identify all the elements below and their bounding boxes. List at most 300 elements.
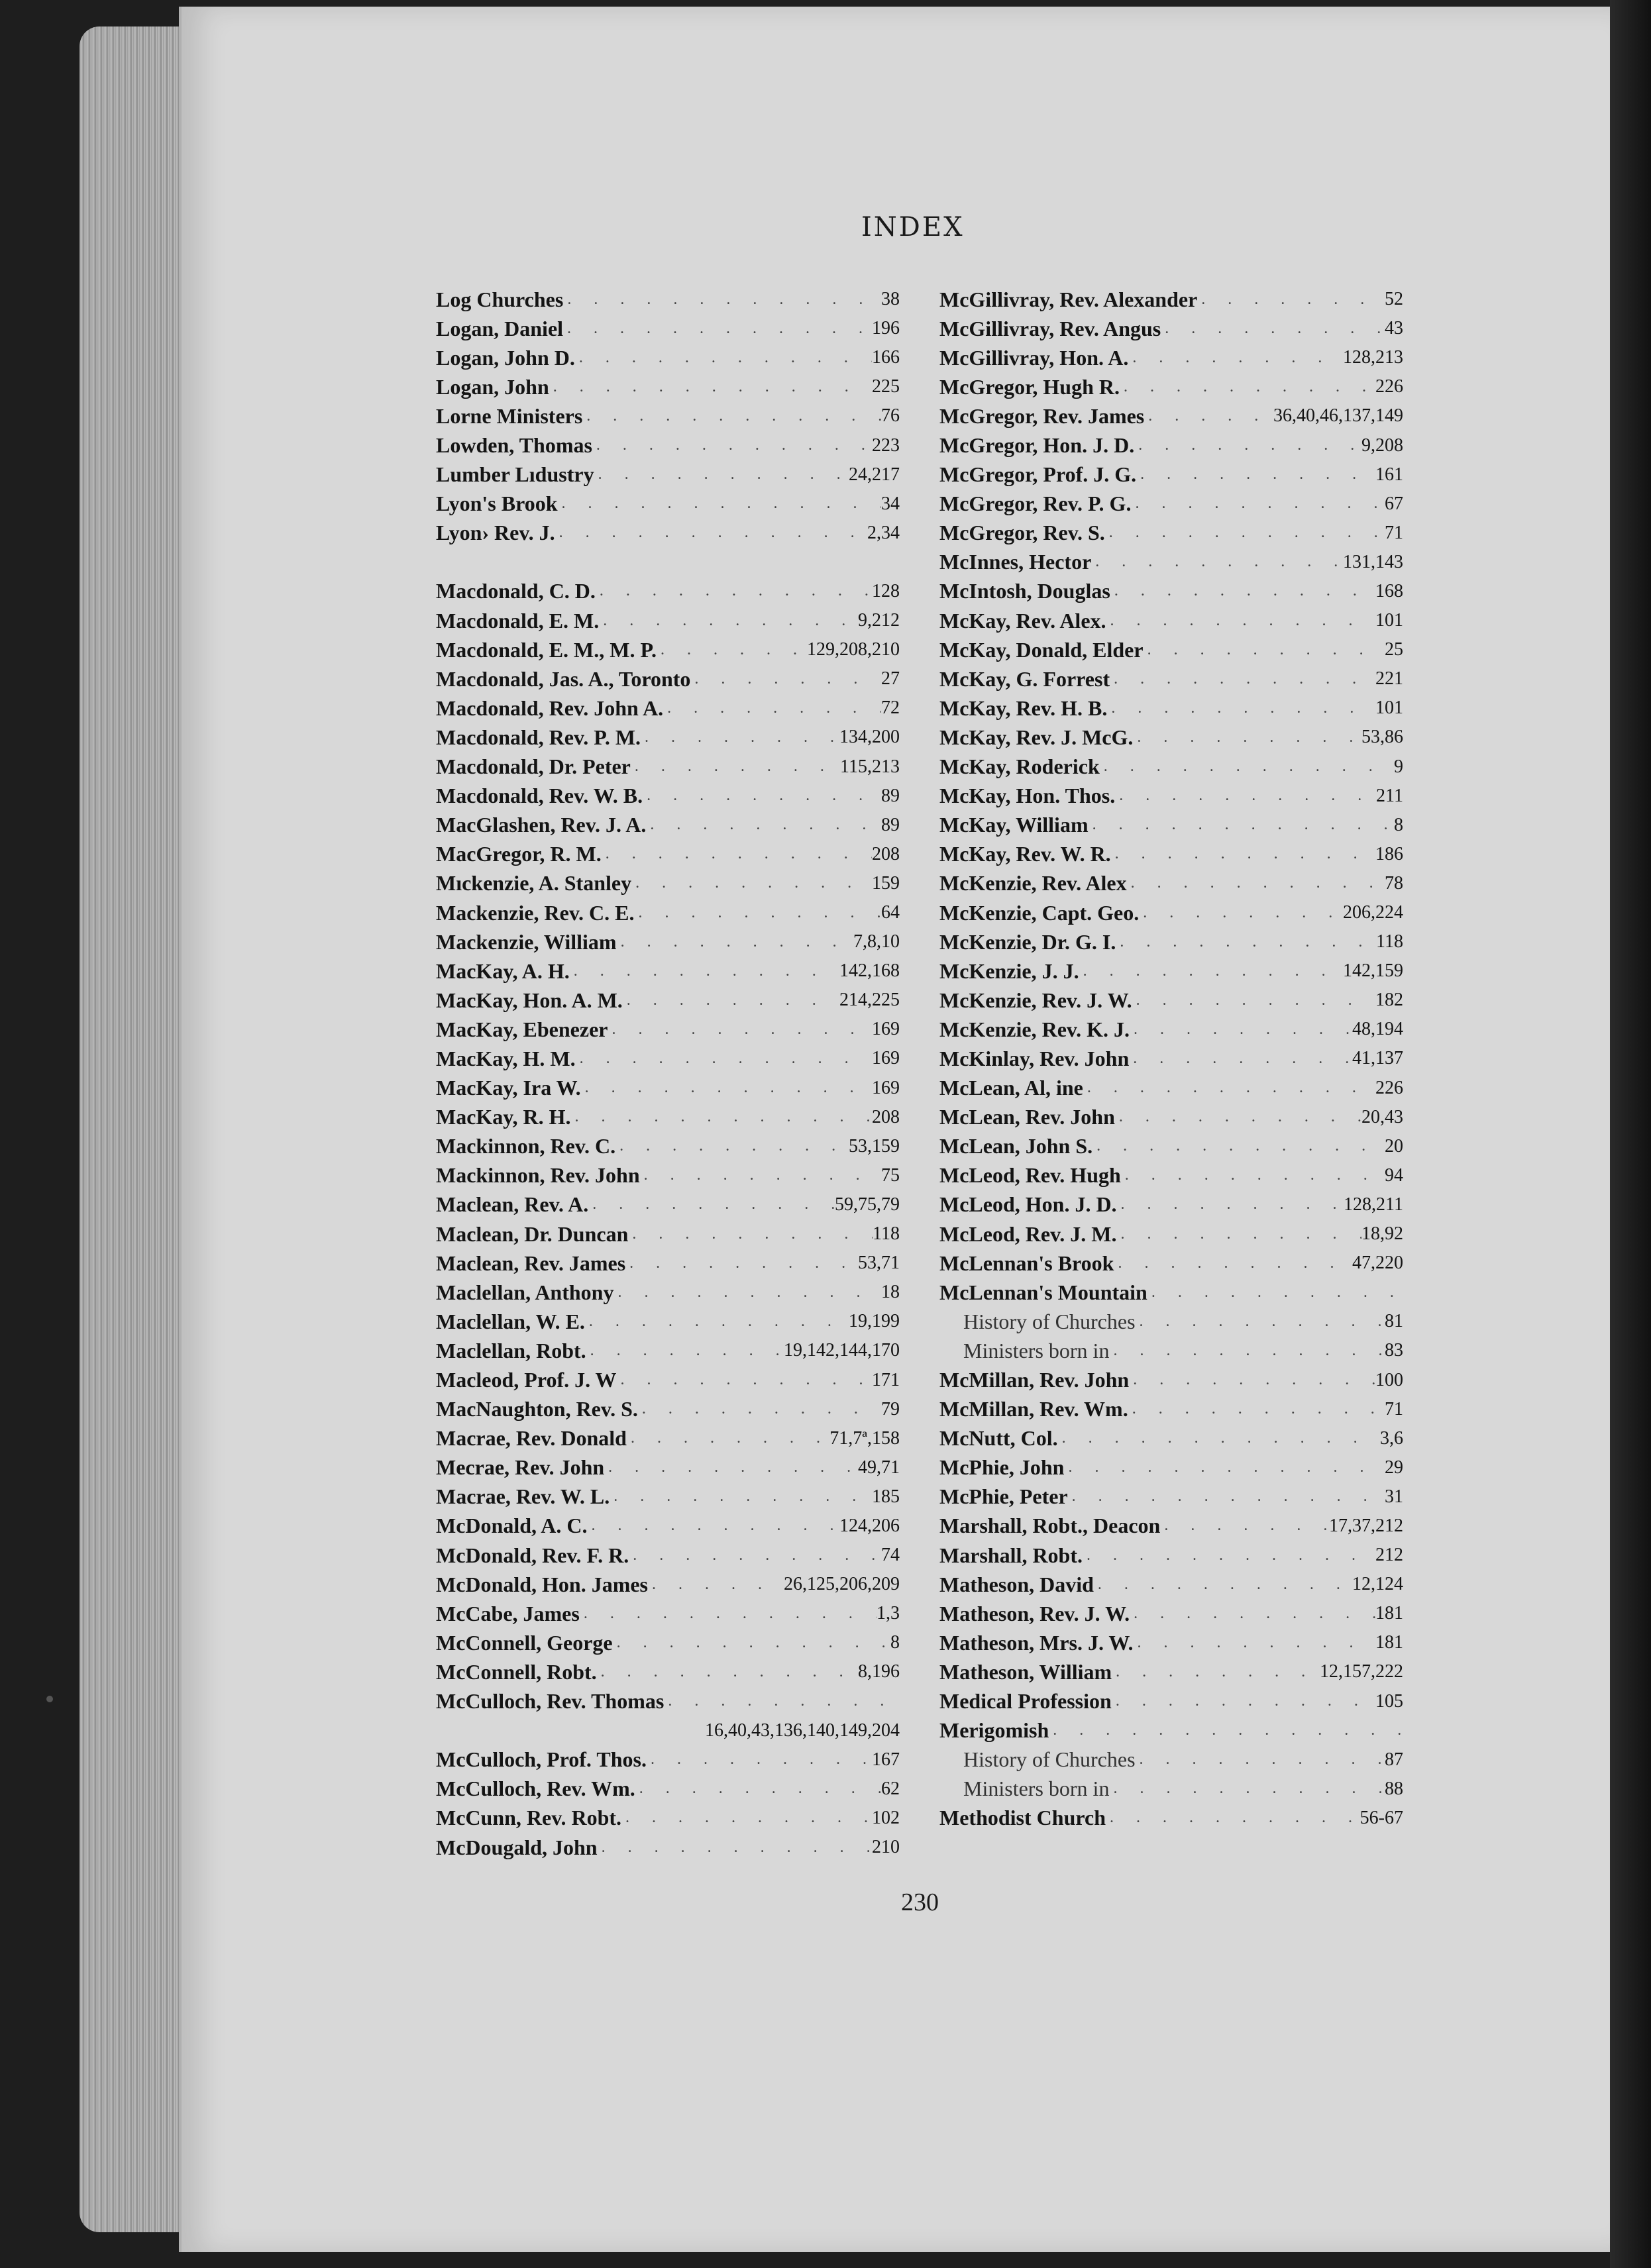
index-entry-pages: 78 bbox=[1385, 872, 1403, 894]
index-entry bbox=[939, 927, 1403, 956]
dot-leader bbox=[1083, 1079, 1375, 1097]
index-entry bbox=[939, 1161, 1403, 1190]
dot-leader bbox=[1068, 1488, 1385, 1506]
binding-hole bbox=[46, 1696, 53, 1702]
index-entry bbox=[939, 1249, 1403, 1278]
index-entry bbox=[436, 1482, 900, 1512]
index-entry-pages: 9,208 bbox=[1361, 435, 1403, 456]
index-entry-name: Marshall, Robt. bbox=[939, 1543, 1083, 1567]
index-entry-name: Maclean, Rev. A. bbox=[436, 1192, 589, 1217]
index-entry-name: MacKay, Hon. A. M. bbox=[436, 988, 623, 1012]
dot-leader bbox=[1111, 845, 1375, 863]
index-entry bbox=[939, 1074, 1403, 1103]
index-entry bbox=[939, 1628, 1403, 1657]
index-entry-name: Macleod, Prof. J. W bbox=[436, 1368, 617, 1392]
dot-leader bbox=[1091, 553, 1343, 571]
index-entry-pages: 105 bbox=[1375, 1690, 1403, 1712]
index-entry bbox=[939, 1015, 1403, 1044]
index-entry bbox=[939, 1687, 1403, 1716]
index-entry-pages: 182 bbox=[1375, 990, 1403, 1011]
dot-leader bbox=[1117, 1225, 1362, 1243]
dot-leader bbox=[1120, 378, 1375, 396]
index-entry-name: Lorne Ministers bbox=[436, 403, 583, 428]
index-entry-name: Log Churches bbox=[436, 287, 564, 311]
dot-leader bbox=[1110, 582, 1375, 600]
index-entry bbox=[939, 460, 1403, 490]
index-entry bbox=[939, 548, 1403, 577]
index-entry bbox=[436, 1103, 900, 1132]
index-entry bbox=[436, 752, 900, 782]
index-entry-name: History of Churches bbox=[963, 1747, 1136, 1772]
index-entry-pages: 20 bbox=[1385, 1135, 1403, 1157]
dot-leader bbox=[1107, 699, 1375, 717]
index-entry-pages: 115,213 bbox=[840, 756, 900, 777]
index-entry-name: McConnell, George bbox=[436, 1630, 613, 1655]
dot-leader bbox=[571, 1108, 872, 1126]
index-entry-name: McInnes, Hector bbox=[939, 550, 1092, 574]
index-entry bbox=[436, 1541, 900, 1570]
dot-leader bbox=[1064, 1459, 1385, 1476]
index-entry-name: History of Churches bbox=[963, 1309, 1136, 1333]
dot-leader bbox=[1133, 1634, 1375, 1652]
index-entry bbox=[436, 1775, 900, 1804]
page-gutter-shadow bbox=[1610, 0, 1651, 2268]
index-entry bbox=[939, 635, 1403, 664]
index-entry-name: MacKay, A. H. bbox=[436, 958, 570, 983]
dot-leader bbox=[1136, 1751, 1385, 1769]
index-entry-name: Mackenzie, Rev. C. E. bbox=[436, 900, 635, 925]
index-entry-name: Macdonald, E. M. bbox=[436, 608, 600, 633]
index-entry-pages: 89 bbox=[881, 814, 900, 835]
index-entry bbox=[436, 1190, 900, 1219]
index-entry-pages: 76 bbox=[881, 405, 900, 427]
index-entry-name: McKay, Rev. H. B. bbox=[939, 696, 1108, 720]
index-entry-pages: 9 bbox=[1394, 756, 1403, 777]
index-entry bbox=[436, 401, 900, 431]
index-entry-pages: 47,220 bbox=[1352, 1253, 1403, 1274]
index-entry bbox=[436, 723, 900, 752]
index-entry bbox=[436, 1395, 900, 1424]
dot-leader bbox=[1133, 729, 1361, 747]
index-entry-pages: 87 bbox=[1385, 1749, 1403, 1770]
index-entry-pages: 208 bbox=[872, 1106, 900, 1127]
index-entry-name: McGregor, Prof. J. G. bbox=[939, 462, 1137, 487]
dot-leader bbox=[635, 904, 882, 922]
index-entry-pages: 181 bbox=[1375, 1603, 1403, 1624]
index-entry-name: McLennan's Brook bbox=[939, 1251, 1114, 1275]
index-entry-name: McIntosh, Douglas bbox=[939, 579, 1110, 603]
index-entry-pages: 19,142,144,170 bbox=[784, 1340, 900, 1361]
index-entry bbox=[436, 431, 900, 460]
dot-leader bbox=[1161, 320, 1385, 338]
index-entry-name: McGillivray, Hon. A. bbox=[939, 345, 1129, 370]
dot-leader bbox=[615, 1137, 849, 1155]
dot-leader bbox=[1100, 758, 1394, 776]
index-entry bbox=[939, 986, 1403, 1015]
dot-leader bbox=[1130, 1605, 1375, 1623]
dot-leader bbox=[617, 1371, 872, 1389]
index-entry-pages: 206,224 bbox=[1343, 902, 1403, 923]
index-entry bbox=[436, 490, 900, 519]
index-entry-name: Lyon's Brook bbox=[436, 491, 558, 516]
index-entry-name: Maclellan, W. E. bbox=[436, 1309, 585, 1333]
index-entry-pages: 169 bbox=[872, 1019, 900, 1040]
index-entry-pages: 181 bbox=[1375, 1632, 1403, 1653]
index-entry-pages: 18 bbox=[881, 1282, 900, 1303]
index-entry bbox=[436, 343, 900, 372]
index-entry-pages: 118 bbox=[873, 1223, 900, 1245]
index-entry-pages: 9,212 bbox=[858, 610, 900, 631]
index-entry-pages: 212 bbox=[1375, 1545, 1403, 1566]
index-entry bbox=[939, 1716, 1403, 1745]
index-entry-pages: 72 bbox=[881, 697, 900, 719]
index-entry-name: Merigomish bbox=[939, 1718, 1049, 1743]
index-entry bbox=[939, 285, 1403, 314]
dot-leader bbox=[1160, 1517, 1329, 1535]
index-entry bbox=[939, 606, 1403, 635]
index-entry-pages: 24,217 bbox=[849, 464, 900, 485]
dot-leader bbox=[635, 1780, 881, 1798]
dot-leader bbox=[1114, 1255, 1352, 1272]
index-entry-pages: 71,7ª,158 bbox=[829, 1427, 900, 1449]
index-entry-name: McConnell, Robt. bbox=[436, 1659, 597, 1684]
dot-leader bbox=[581, 1079, 872, 1097]
index-entry-name: McKay, G. Forrest bbox=[939, 666, 1110, 691]
index-entry-pages: 88 bbox=[1385, 1778, 1403, 1799]
index-entry-name: McGregor, Rev. S. bbox=[939, 521, 1105, 545]
index-entry-pages: 67 bbox=[1385, 493, 1403, 514]
dot-leader bbox=[1079, 962, 1343, 980]
index-entry-pages: 100 bbox=[1375, 1369, 1403, 1390]
index-entry bbox=[436, 1716, 900, 1745]
index-entry-name: McDonald, Rev. F. R. bbox=[436, 1543, 629, 1567]
index-entry-name: MacNaughton, Rev. S. bbox=[436, 1397, 638, 1421]
index-entry bbox=[939, 431, 1403, 460]
index-entry-name: Macdonald, Jas. A., Toronto bbox=[436, 666, 691, 691]
index-entry bbox=[436, 606, 900, 635]
dot-leader bbox=[570, 962, 839, 980]
index-entry bbox=[939, 314, 1403, 343]
index-entry-pages: 223 bbox=[872, 435, 900, 456]
index-entry bbox=[436, 1219, 900, 1249]
dot-leader bbox=[563, 320, 872, 338]
dot-leader bbox=[638, 1400, 881, 1418]
index-entry bbox=[436, 1249, 900, 1278]
index-entry bbox=[939, 343, 1403, 372]
dot-leader bbox=[1106, 612, 1375, 630]
index-entry bbox=[436, 1804, 900, 1833]
dot-leader bbox=[648, 1576, 784, 1594]
dot-leader bbox=[1116, 933, 1376, 951]
index-entry-name: McLean, Rev. John bbox=[939, 1105, 1115, 1129]
index-entry bbox=[939, 1219, 1403, 1249]
index-entry-name: McKay, Roderick bbox=[939, 754, 1100, 779]
index-entry-name: McDougald, John bbox=[436, 1835, 598, 1859]
index-entry-name: McLeod, Hon. J. D. bbox=[939, 1192, 1117, 1217]
index-entry bbox=[939, 1745, 1403, 1775]
dot-leader bbox=[1128, 349, 1343, 367]
index-entry-pages: 74 bbox=[881, 1545, 900, 1566]
dot-leader bbox=[575, 349, 872, 367]
dot-leader bbox=[613, 1634, 890, 1652]
dot-leader bbox=[1129, 1050, 1352, 1068]
dot-leader bbox=[594, 466, 849, 484]
index-entry bbox=[436, 460, 900, 490]
index-entry-name: Maclean, Dr. Duncan bbox=[436, 1221, 629, 1246]
index-entry bbox=[436, 1453, 900, 1482]
index-entry bbox=[436, 811, 900, 840]
dot-leader bbox=[608, 1021, 872, 1039]
index-entry-pages: 128,211 bbox=[1344, 1194, 1403, 1215]
index-entry-pages: 159 bbox=[872, 872, 900, 894]
index-entry bbox=[436, 664, 900, 694]
index-entry-name: Macdonald, Rev. John A. bbox=[436, 696, 664, 720]
dot-leader bbox=[1112, 1663, 1320, 1681]
index-entry-pages: 169 bbox=[872, 1048, 900, 1069]
index-entry bbox=[939, 1307, 1403, 1336]
index-entry-name: Macrae, Rev. W. L. bbox=[436, 1484, 610, 1509]
index-entry bbox=[939, 840, 1403, 869]
index-entry bbox=[939, 1424, 1403, 1453]
index-entry-name: McCulloch, Rev. Wm. bbox=[436, 1777, 635, 1801]
index-entry-pages: 118 bbox=[1376, 931, 1403, 953]
dot-leader bbox=[623, 992, 839, 1009]
index-entry bbox=[939, 1541, 1403, 1570]
index-entry-name: McGregor, Hugh R. bbox=[939, 374, 1120, 399]
index-entry-name: Medical Profession bbox=[939, 1689, 1112, 1714]
index-entry bbox=[436, 1424, 900, 1453]
dot-leader bbox=[643, 787, 881, 805]
index-entry-name: MacKay, Ebenezer bbox=[436, 1017, 608, 1041]
index-entry-name: Mıckenzie, A. Stanley bbox=[436, 871, 632, 896]
index-entry-name: Matheson, Mrs. J. W. bbox=[939, 1630, 1134, 1655]
index-entry-name: MacKay, R. H. bbox=[436, 1105, 571, 1129]
index-entry-pages: 161 bbox=[1375, 464, 1403, 485]
index-entry-pages: 79 bbox=[881, 1398, 900, 1419]
index-entry-name: McGillivray, Rev. Angus bbox=[939, 316, 1161, 340]
index-entry-pages: 101 bbox=[1375, 697, 1403, 719]
index-entry bbox=[436, 1833, 900, 1862]
index-entry bbox=[939, 1395, 1403, 1424]
index-entry-name: McCulloch, Prof. Thos. bbox=[436, 1747, 647, 1772]
index-entry-pages: 124,206 bbox=[839, 1515, 900, 1536]
dot-leader bbox=[610, 1488, 872, 1506]
index-entry-pages: 8 bbox=[890, 1632, 900, 1653]
index-entry-name: Ministers born in bbox=[963, 1777, 1110, 1801]
index-entry-name: McKay, William bbox=[939, 813, 1089, 837]
dot-leader bbox=[663, 699, 881, 717]
index-entry-name: McLean, Al, ine bbox=[939, 1076, 1083, 1100]
index-entry-pages: 211 bbox=[1376, 785, 1403, 806]
index-entry bbox=[436, 1745, 900, 1775]
index-entry-pages: 89 bbox=[881, 785, 900, 806]
index-entry-pages: 142,168 bbox=[839, 960, 900, 982]
index-entry-pages: 101 bbox=[1375, 610, 1403, 631]
index-entry-pages: 52 bbox=[1385, 289, 1403, 310]
index-entry-pages: 134,200 bbox=[839, 727, 900, 748]
index-entry-pages: 185 bbox=[872, 1486, 900, 1507]
index-entry-pages: 196 bbox=[872, 318, 900, 339]
index-entry bbox=[436, 1687, 900, 1716]
index-entry-pages: 210 bbox=[872, 1837, 900, 1858]
index-entry-name: McKenzie, Rev. K. J. bbox=[939, 1017, 1130, 1041]
index-entry bbox=[939, 869, 1403, 898]
index-entry-name: Logan, Daniel bbox=[436, 316, 564, 340]
dot-leader bbox=[588, 1196, 835, 1213]
index-entry-name: McKenzie, Rev. J. W. bbox=[939, 988, 1132, 1012]
dot-leader bbox=[1092, 1137, 1385, 1155]
index-entry bbox=[939, 1336, 1403, 1365]
index-entry-name: Mecrae, Rev. John bbox=[436, 1455, 605, 1480]
dot-leader bbox=[1132, 992, 1375, 1009]
dot-leader bbox=[1130, 1021, 1352, 1039]
index-entry-pages: 3,6 bbox=[1380, 1427, 1403, 1449]
index-entry-name: Lyon› Rev. J. bbox=[436, 521, 555, 545]
index-entry-name: McGregor, Hon. J. D. bbox=[939, 433, 1135, 458]
index-entry-name: Maclellan, Anthony bbox=[436, 1280, 614, 1304]
index-entry bbox=[939, 1132, 1403, 1161]
index-entry-name: MacKay, H. M. bbox=[436, 1046, 576, 1070]
dot-leader bbox=[1134, 437, 1361, 454]
index-entry bbox=[939, 519, 1403, 548]
dot-leader bbox=[563, 291, 881, 309]
index-entry-pages: 83 bbox=[1385, 1340, 1403, 1361]
index-entry-pages: 171 bbox=[872, 1369, 900, 1390]
index-entry bbox=[436, 956, 900, 986]
index-entry bbox=[436, 898, 900, 927]
index-entry bbox=[436, 1365, 900, 1394]
index-entry-pages: 81 bbox=[1385, 1311, 1403, 1332]
index-entry-pages: 12,157,222 bbox=[1320, 1661, 1403, 1682]
index-entry-name: McKenzie, Rev. Alex bbox=[939, 871, 1127, 896]
index-entry-pages: 102 bbox=[872, 1807, 900, 1828]
dot-leader bbox=[664, 1692, 900, 1710]
dot-leader bbox=[592, 437, 872, 454]
page-number: 230 bbox=[901, 1888, 939, 1916]
dot-leader bbox=[557, 495, 881, 513]
index-entry-pages: 27 bbox=[881, 668, 900, 690]
dot-leader bbox=[629, 1547, 881, 1565]
index-entry-name: McKenzie, Dr. G. I. bbox=[939, 929, 1116, 954]
dot-leader bbox=[631, 874, 872, 892]
index-entry-name: McPhie, John bbox=[939, 1455, 1065, 1480]
index-entry-pages: 226 bbox=[1375, 1077, 1403, 1098]
index-entry-name: Marshall, Robt., Deacon bbox=[939, 1514, 1161, 1538]
index-entry-pages: 221 bbox=[1375, 668, 1403, 690]
index-entry-name: Mackinnon, Rev. John bbox=[436, 1163, 640, 1188]
index-entry bbox=[436, 1015, 900, 1044]
dot-leader bbox=[613, 1284, 881, 1302]
dot-leader bbox=[627, 1429, 829, 1447]
index-entry-pages: 225 bbox=[872, 376, 900, 397]
index-entry-pages: 1,3 bbox=[877, 1603, 900, 1624]
index-entry-name: McKenzie, Capt. Geo. bbox=[939, 900, 1140, 925]
index-entry bbox=[939, 1103, 1403, 1132]
dot-leader bbox=[585, 1313, 849, 1331]
dot-leader bbox=[587, 1517, 839, 1535]
index-entry-name: McMillan, Rev. John bbox=[939, 1368, 1130, 1392]
index-entry-name: McCulloch, Rev. Thomas bbox=[436, 1689, 665, 1714]
index-entry bbox=[939, 811, 1403, 840]
index-entry-pages: 71 bbox=[1385, 522, 1403, 543]
index-entry bbox=[939, 1804, 1403, 1833]
index-entry-name: McKay, Rev. Alex. bbox=[939, 608, 1106, 633]
index-entry bbox=[939, 1365, 1403, 1394]
index-entry-name: Logan, John D. bbox=[436, 345, 575, 370]
index-entry bbox=[436, 1599, 900, 1628]
index-entry bbox=[939, 1512, 1403, 1541]
index-entry-pages: 12,124 bbox=[1352, 1574, 1403, 1595]
index-entry-name: Maclean, Rev. James bbox=[436, 1251, 626, 1275]
dot-leader bbox=[586, 1342, 784, 1360]
index-entry-name: McLeod, Rev. J. M. bbox=[939, 1221, 1117, 1246]
index-entry-name: Ministers born in bbox=[963, 1338, 1110, 1363]
index-entry-pages: 166 bbox=[872, 347, 900, 368]
page-title: INDEX bbox=[861, 212, 965, 242]
dot-leader bbox=[1144, 641, 1385, 659]
index-entry-pages: 94 bbox=[1385, 1164, 1403, 1186]
index-entry bbox=[436, 1044, 900, 1073]
index-entry-pages: 53,86 bbox=[1361, 727, 1403, 748]
index-entry-pages: 29 bbox=[1385, 1457, 1403, 1478]
index-entry-name: Mackinnon, Rev. C. bbox=[436, 1134, 616, 1159]
index-entry bbox=[939, 1278, 1403, 1307]
index-entry-pages: 56-67 bbox=[1359, 1807, 1403, 1828]
dot-leader bbox=[1110, 670, 1375, 688]
dot-leader bbox=[647, 1751, 872, 1769]
dot-leader bbox=[657, 641, 807, 659]
dot-leader bbox=[617, 933, 853, 951]
index-entry-name: MacGregor, R. M. bbox=[436, 842, 602, 866]
index-entry bbox=[436, 519, 900, 548]
index-entry bbox=[436, 635, 900, 664]
dot-leader bbox=[1128, 1400, 1385, 1418]
index-entry bbox=[436, 1074, 900, 1103]
index-entry-pages: 131,143 bbox=[1343, 551, 1403, 572]
index-entry bbox=[436, 1628, 900, 1657]
index-entry-pages: 41,137 bbox=[1352, 1048, 1403, 1069]
index-entry-pages: 214,225 bbox=[839, 990, 900, 1011]
index-entry-pages: 43 bbox=[1385, 318, 1403, 339]
index-entry-name: Mackenzie, William bbox=[436, 929, 617, 954]
index-entry-name: Macdonald, C. D. bbox=[436, 579, 596, 603]
dot-leader bbox=[1049, 1722, 1403, 1739]
index-entry-name: McGregor, Rev. James bbox=[939, 403, 1145, 428]
index-entry-pages: 25 bbox=[1385, 639, 1403, 660]
dot-leader bbox=[596, 582, 872, 600]
index-entry bbox=[436, 314, 900, 343]
index-entry bbox=[939, 664, 1403, 694]
index-entry bbox=[436, 927, 900, 956]
index-entry-name: Methodist Church bbox=[939, 1806, 1106, 1830]
index-entry-name: Macdonald, Rev. P. M. bbox=[436, 725, 641, 749]
index-entry-pages: 129,208,210 bbox=[807, 639, 900, 660]
index-entry-name: Macdonald, Dr. Peter bbox=[436, 754, 631, 779]
dot-leader bbox=[1089, 816, 1394, 834]
index-entry-pages: 2,34 bbox=[867, 522, 900, 543]
book-page-edges bbox=[80, 26, 186, 2232]
index-entry-pages: 8 bbox=[1394, 814, 1403, 835]
index-entry bbox=[939, 898, 1403, 927]
dot-leader bbox=[604, 1459, 858, 1476]
index-entry-pages: 18,92 bbox=[1361, 1223, 1403, 1245]
dot-leader bbox=[631, 758, 840, 776]
index-entry bbox=[939, 1482, 1403, 1512]
index-entry-name: McKinlay, Rev. John bbox=[939, 1046, 1130, 1070]
index-entry-name: Macdonald, Rev. W. B. bbox=[436, 784, 643, 808]
index-entry-pages: 208 bbox=[872, 843, 900, 864]
index-entry-name: McNutt, Col. bbox=[939, 1426, 1058, 1451]
